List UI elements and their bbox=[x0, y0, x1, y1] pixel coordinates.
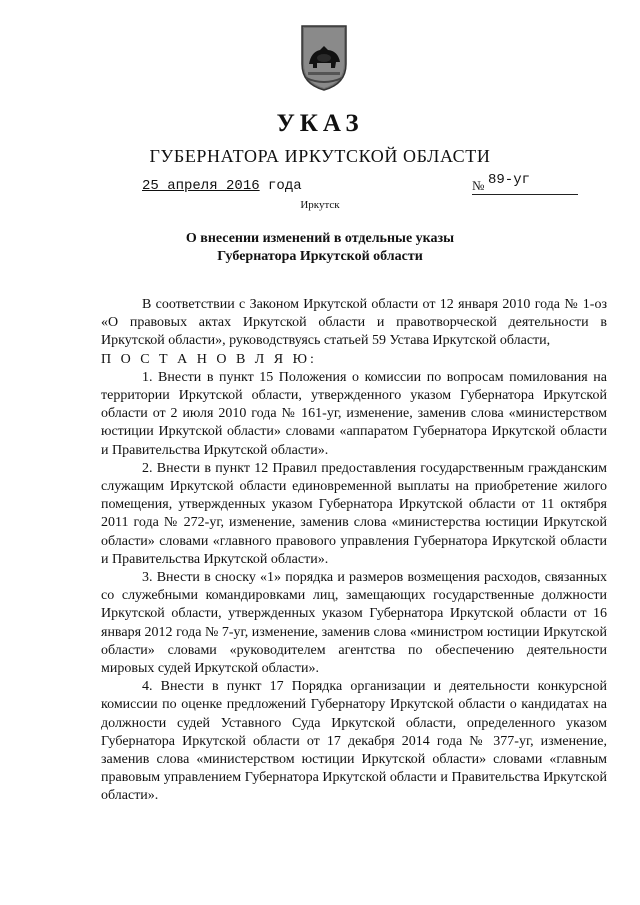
decree-item: 2. Внести в пункт 12 Правил предоставления государственным гражданским служащим Иркутской области единовременной выплаты на приобретение жилого помещения, утвержденных указом Губернатора Иркутской области от 11 октября 2011 года № 272-уг, изменение, заменив слова «министерства юстиции Иркутской области» словами «главного правового управления Губернатора Иркутской области и Правительства Иркутской области». bbox=[101, 460, 607, 567]
subject-line: Губернатора Иркутской области bbox=[217, 249, 423, 264]
coat-of-arms-emblem bbox=[300, 24, 348, 92]
decree-item: 3. Внести в сноску «1» порядка и размеров возмещения расходов, связанных со служебными командировками лиц, замещающих государственные должности Иркутской области, утвержденных указом Губернатора Иркутской области от 16 января 2012 года № 7-уг, изменение, заменив слова «министром юстиции Иркутской области» словами «руководителем агентства по обеспечению деятельности мировых судей Иркутской области». bbox=[101, 570, 607, 677]
document-number bbox=[472, 174, 578, 195]
document-type: УКАЗ bbox=[276, 110, 364, 137]
preamble: В соответствии с Законом Иркутской области от 12 января 2010 года № 1-оз «О правовых актах Иркутской области и правотворческой деятельности в Иркутской области», руководствуясь статьей 59 Устава Иркутской области, bbox=[101, 297, 607, 349]
document-body bbox=[101, 296, 607, 806]
subject-line: О внесении изменений в отдельные указы bbox=[185, 231, 455, 246]
decree-word: П О С Т А Н О В Л Я Ю: bbox=[101, 351, 317, 367]
date-value: 25 апреля 2016 bbox=[142, 178, 260, 194]
date-suffix: года bbox=[268, 178, 302, 194]
city: Иркутск bbox=[300, 199, 340, 211]
issuer: ГУБЕРНАТОРА ИРКУТСКОЙ ОБЛАСТИ bbox=[149, 146, 491, 166]
number-sign: № bbox=[472, 178, 485, 193]
document-subject bbox=[0, 230, 640, 266]
document-date bbox=[142, 178, 302, 194]
decree-item: 4. Внести в пункт 17 Порядка организации и деятельности конкурсной комиссии по оценке предложений Губернатору Иркутской области о кандидатах на должности судей Уставного Суда Иркутской области, определенного указом Губернатора Иркутской области от 17 декабря 2014 года № 377-уг, изменение, заменив слова «министерством юстиции Иркутской области» словами «главным правовым управлением Губернатора Иркутской области и Правительства Иркутской области». bbox=[101, 679, 607, 804]
decree-item: 1. Внести в пункт 15 Положения о комиссии по вопросам помилования на территории Иркутской области, утвержденного указом Губернатора Иркутской области от 2 июля 2010 года № 161-уг, изменение, заменив слова «министерством юстиции Иркутской области» словами «аппаратом Губернатора Иркутской области и Правительства Иркутской области». bbox=[101, 369, 607, 458]
number-value: 89-уг bbox=[488, 172, 531, 188]
